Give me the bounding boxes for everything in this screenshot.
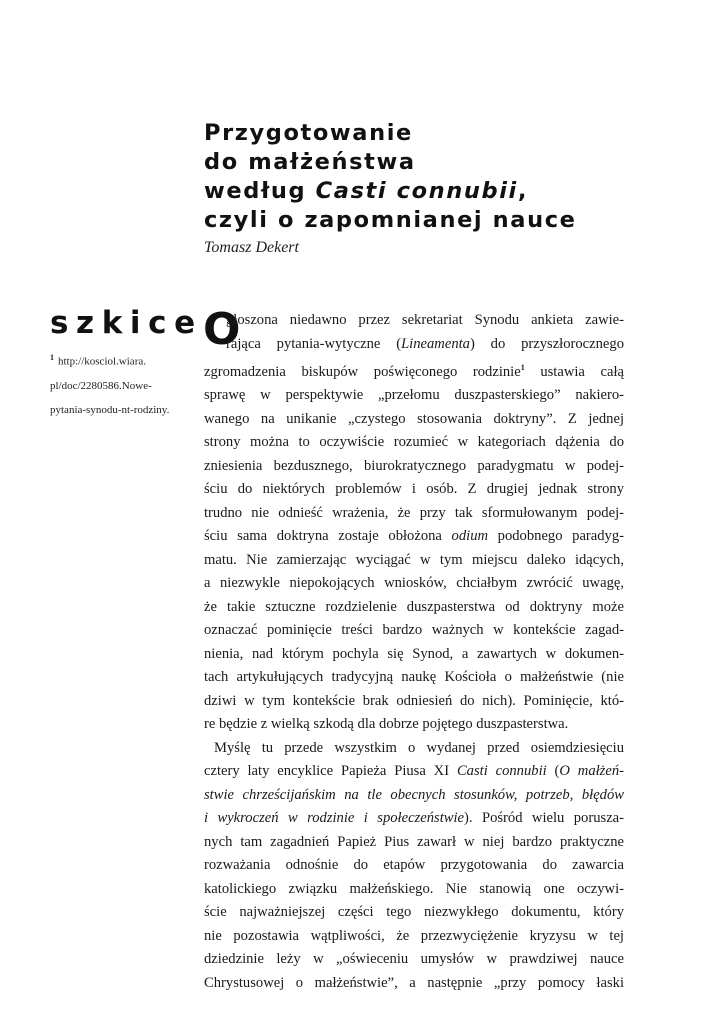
- body-line: tach artykułujących tradycyjną naukę Kościoła o małżeństwie (nie: [204, 669, 624, 686]
- footnote-ref[interactable]: 1: [520, 363, 525, 372]
- text-run: rająca pytania-wytyczne (: [226, 335, 402, 352]
- footnote-text-1: http://kosciol.wiara.: [58, 355, 146, 368]
- body-line: ście najważniejszej części tego niezwykłego dokumentu, który: [204, 904, 624, 921]
- body-line: a niezwykle niepokojących wniosków, chciałbym zwrócić uwagę,: [204, 575, 624, 592]
- body-line: strony można to oczywiście rozumieć w kategoriach dążenia do: [204, 434, 624, 451]
- body-line: wanego na unikanie „czystego stosowania doktryny”. Z jednej: [204, 410, 624, 427]
- body-line: [204, 356, 624, 384]
- title-line-4: czyli o zapomnianej nauce: [204, 207, 577, 233]
- italic-term: odium: [451, 528, 489, 545]
- author-name: Tomasz Dekert: [204, 239, 299, 256]
- text-run: (: [546, 763, 560, 780]
- body-line: Myślę tu przede wszystkim o wydanej przed osiemdziesięciu: [214, 739, 624, 756]
- body-line: zniesienia bezdusznego, biurokratycznego paradygmatu w podej-: [204, 457, 624, 474]
- title-comma: ,: [517, 178, 528, 204]
- title-line-3: [204, 177, 684, 206]
- italic-term: Casti connubii: [456, 763, 547, 780]
- footnote-line-1: [50, 346, 200, 374]
- paragraph-2: [204, 737, 624, 996]
- italic-term: i wykroczeń w rodzinie i społeczeństwie: [204, 810, 465, 827]
- body-line: nych tam zagadnień Papież Pius zawarł w niej bardzo praktyczne: [204, 833, 624, 850]
- text-run: cztery laty encyklice Papieża Piusa XI: [204, 763, 457, 780]
- body-line: trudno nie odnieść wrażenia, że przy tak sformułowanym podej-: [204, 504, 624, 521]
- article-title: [204, 119, 684, 235]
- text-run: ) do przyszłorocznego: [469, 335, 624, 352]
- text-run: ). Pośród wielu porusza-: [464, 810, 625, 827]
- body-line: sprawę w perspektywie „przełomu duszpasterskiego” nakiero-: [204, 387, 624, 404]
- body-line: [204, 807, 624, 831]
- section-label: szkice: [50, 305, 203, 341]
- body-line: [204, 525, 624, 549]
- article-body: [203, 304, 625, 995]
- italic-term: Lineamenta: [401, 335, 470, 352]
- footnote: [50, 346, 200, 422]
- text-run: zgromadzenia biskupów poświęconego rodzinie: [204, 363, 521, 380]
- text-run: ustawia całą: [524, 363, 624, 380]
- body-line: dziwi w tym kontekście brak odniesień do nich). Pominięcie, któ-: [204, 692, 624, 709]
- body-line: oznaczać pominięcie treści bardzo ważnych w kontekście zagad-: [204, 622, 624, 639]
- drop-cap: O: [203, 304, 241, 355]
- title-line-1: Przygotowanie: [204, 120, 413, 146]
- body-line: [204, 784, 624, 808]
- title-line-3-text: według: [204, 178, 316, 204]
- body-line: że takie sztuczne rozdzielenie duszpasterstwa od doktryny może: [204, 598, 624, 615]
- body-line: głoszona niedawno przez sekretariat Synodu ankieta zawie-: [226, 312, 624, 328]
- body-line: dziedzinie leży w „oświeceniu umysłów w prawdziwej nauce: [204, 951, 624, 968]
- text-run: ściu sama doktryna zostaje obłożona: [204, 528, 452, 545]
- body-line: ściu do niektórych problemów i osób. Z drugiej jednak strony: [204, 481, 624, 498]
- body-line: rozważania odnośnie do etapów przygotowania do zawarcia: [204, 857, 624, 874]
- body-line: [204, 333, 624, 357]
- body-line: nie pozostawia wątpliwości, że przezwyciężenie kryzysu w tej: [204, 927, 624, 944]
- body-line: nienia, nad którym pochyla się Synod, a zawartych w dokumen-: [204, 645, 624, 662]
- footnote-marker: 1: [50, 353, 54, 362]
- body-line: matu. Nie zamierzając wyciągać w tym miejscu daleko idących,: [204, 551, 624, 568]
- footnote-line-2: pl/doc/2280586.Nowe-: [50, 379, 152, 392]
- body-line: re będzie z wielką szkodą dla dobrze pojętego duszpasterstwa.: [204, 716, 569, 733]
- footnote-line-3: pytania-synodu-nt-rodziny.: [50, 403, 170, 416]
- italic-term: O małżeń-: [559, 763, 624, 780]
- body-line: [204, 760, 624, 784]
- body-line: katolickiego związku małżeńskiego. Nie stanowią one oczywi-: [204, 880, 624, 897]
- text-run: podobnego paradyg-: [488, 528, 625, 545]
- italic-term: stwie chrześcijańskim na tle obecnych stosunków, potrzeb, błędów: [204, 786, 624, 803]
- body-line: Chrystusowej o małżeństwie”, a następnie „przy pomocy łaski: [204, 974, 624, 991]
- title-line-2: do małżeństwa: [204, 149, 416, 175]
- title-italic: Casti connubii: [315, 178, 518, 204]
- paragraph-1: [203, 304, 625, 737]
